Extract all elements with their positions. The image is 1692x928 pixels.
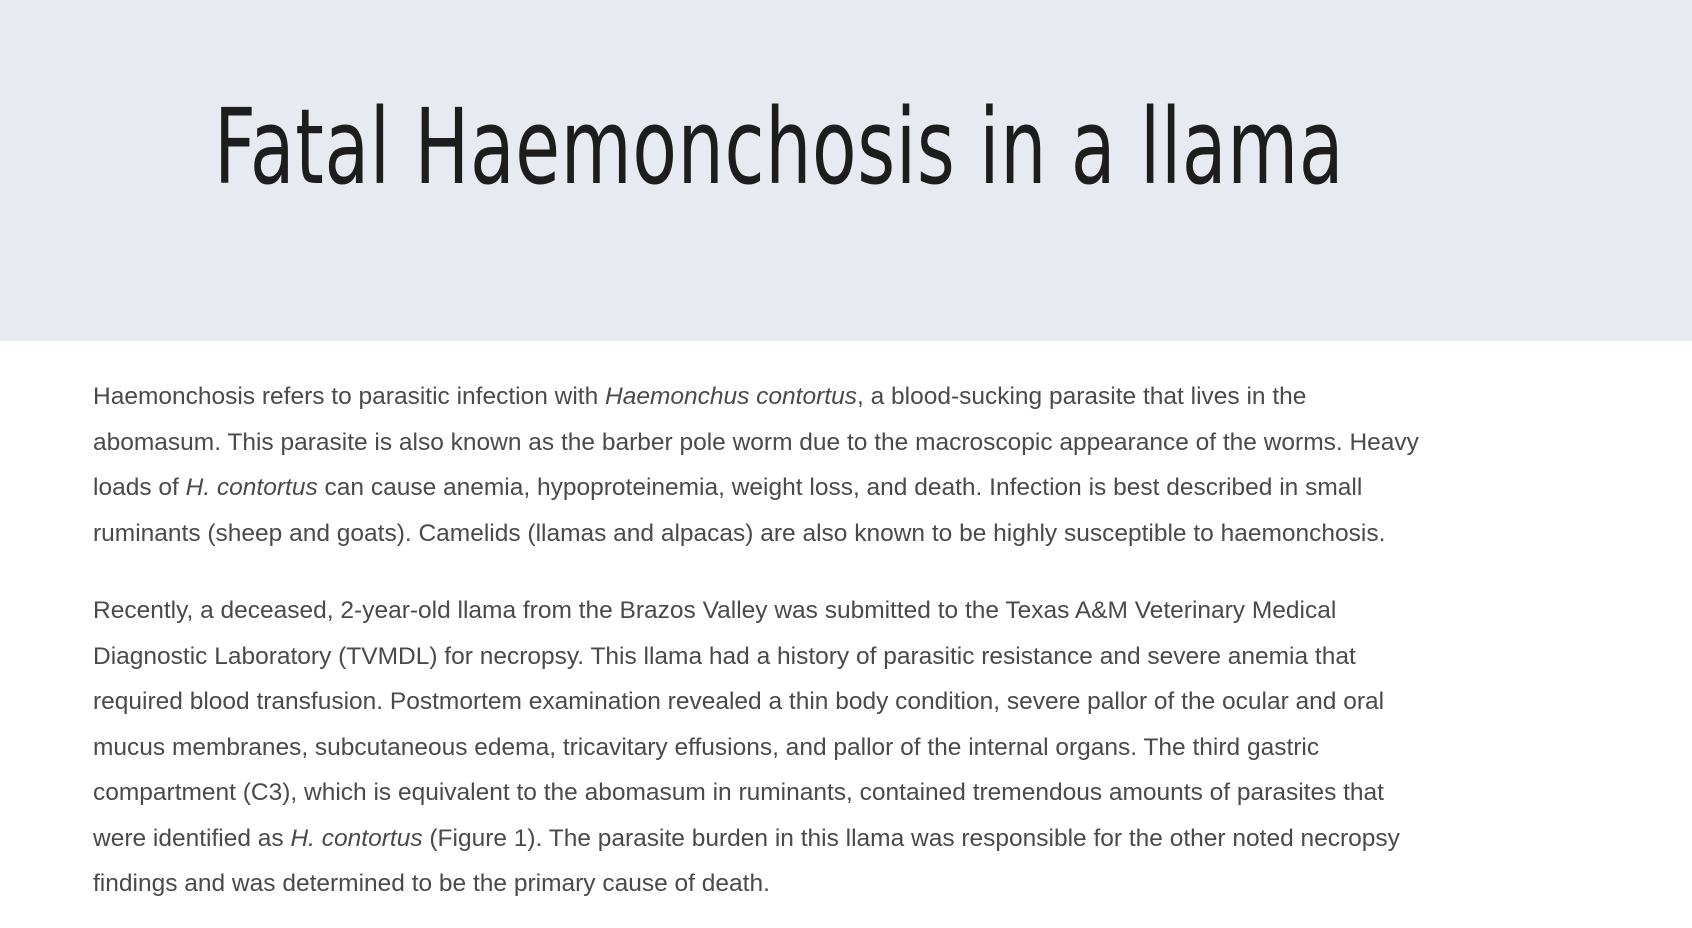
page-title: Fatal Haemonchosis in a llama [214,86,1345,208]
text-segment: can cause anemia, hypoproteinemia, weight loss, and death. Infection is best described in small [317,474,1363,501]
text-segment: required blood transfusion. Postmortem examination revealed a thin body condition, severe pallor of the ocular and oral [93,688,1385,715]
text-segment: findings and was determined to be the primary cause of death. [93,870,770,897]
page-header [0,0,1692,341]
species-name: H. contortus [290,824,423,852]
text-segment: Recently, a deceased, 2-year-old llama from the Brazos Valley was submitted to the Texas A&M Veterinary Medical [93,597,1337,624]
article-paragraph [93,588,1493,907]
text-segment: mucus membranes, subcutaneous edema, tricavitary effusions, and pallor of the internal organs. The third gastric [93,733,1320,761]
text-segment: Diagnostic Laboratory (TVMDL) for necropsy. This llama had a history of parasitic resistance and severe anemia that [93,642,1356,670]
species-name: Haemonchus contortus [605,383,857,410]
text-segment: ruminants (sheep and goats). Camelids (llamas and alpacas) are also known to be highly susceptible to haemonchosis. [93,519,1386,547]
text-segment: , a blood-sucking parasite that lives in the [856,383,1307,410]
article-body [93,374,1493,928]
text-segment: were identified as [93,824,291,852]
text-segment: loads of [93,474,186,501]
text-segment: abomasum. This parasite is also known as the barber pole worm due to the macroscopic appearance of the worms. Heavy [93,428,1419,456]
text-segment: Haemonchosis refers to parasitic infection with [93,383,605,410]
text-segment: compartment (C3), which is equivalent to the abomasum in ruminants, contained tremendous amounts of parasites that [93,779,1384,806]
species-name: H. contortus [185,474,318,501]
article-paragraph [93,374,1493,556]
text-segment: (Figure 1). The parasite burden in this llama was responsible for the other noted necropsy [422,824,1400,852]
